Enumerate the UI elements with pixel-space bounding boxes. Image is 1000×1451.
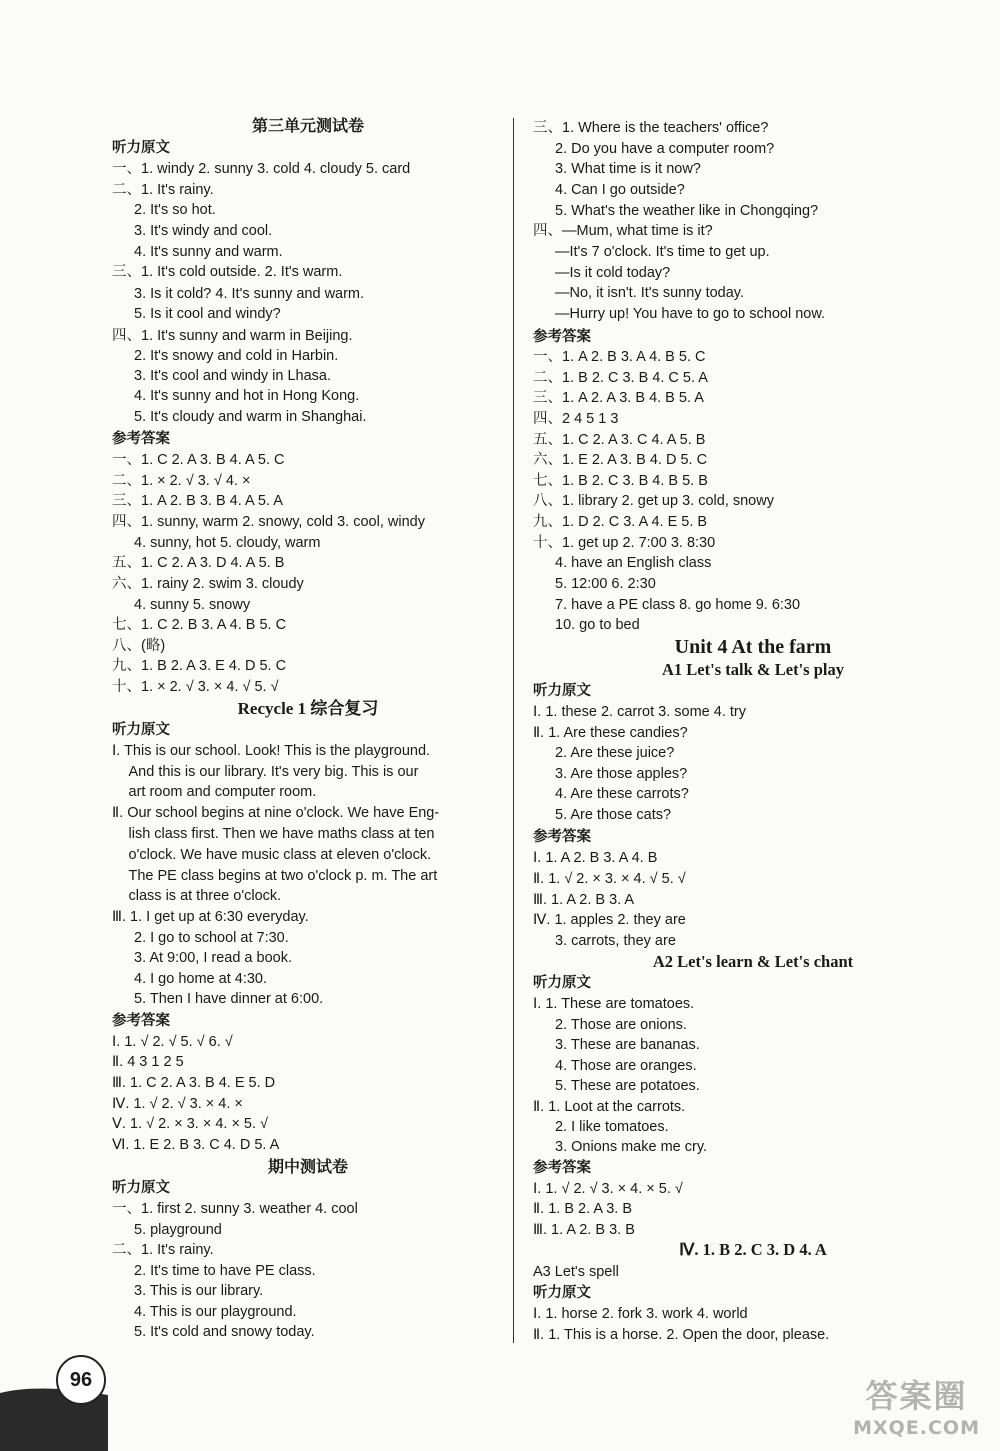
text-line: 4. Are these carrots? bbox=[555, 786, 689, 802]
text-line: 5. playground bbox=[134, 1222, 222, 1238]
section-heading: 听力原文 bbox=[533, 975, 591, 991]
text-line: The PE class begins at two o'clock p. m. The art bbox=[128, 868, 438, 884]
text-line: 4. It's sunny and warm. bbox=[134, 244, 283, 260]
text-line: Ⅰ. 1. These are tomatoes. bbox=[533, 996, 695, 1012]
text-line: lish class first. Then we have maths class at ten bbox=[128, 826, 435, 842]
section-title: 期中测试卷 bbox=[267, 1157, 348, 1176]
text-line: 10. go to bed bbox=[555, 617, 640, 633]
text-line: Ⅰ. 1. √ 2. √ 3. × 4. × 5. √ bbox=[533, 1181, 683, 1197]
text-line: 3. At 9:00, I read a book. bbox=[134, 950, 292, 966]
text-line: 4. sunny 5. snowy bbox=[134, 597, 251, 613]
text-line: Ⅵ. 1. E 2. B 3. C 4. D 5. A bbox=[112, 1137, 280, 1153]
text-line: 二、1. It's rainy. bbox=[112, 182, 214, 198]
text-line: Ⅰ. 1. horse 2. fork 3. work 4. world bbox=[533, 1306, 748, 1322]
text-line: A3 Let's spell bbox=[533, 1264, 619, 1280]
page-number: 96 bbox=[56, 1355, 106, 1405]
section-heading: 参考答案 bbox=[112, 1013, 170, 1029]
text-line: 一、1. C 2. A 3. B 4. A 5. C bbox=[112, 452, 285, 468]
text-line: 二、1. × 2. √ 3. √ 4. × bbox=[112, 473, 251, 489]
watermark-url: MXQE.COM bbox=[853, 1417, 980, 1439]
text-line: 二、1. It's rainy. bbox=[112, 1242, 214, 1258]
text-line: 四、2 4 5 1 3 bbox=[533, 411, 619, 427]
text-line: 四、1. sunny, warm 2. snowy, cold 3. cool, windy bbox=[112, 514, 425, 530]
text-line: Ⅰ. 1. A 2. B 3. A 4. B bbox=[533, 850, 658, 866]
text-line: 十、1. get up 2. 7:00 3. 8:30 bbox=[533, 535, 716, 551]
text-line: 2. It's so hot. bbox=[134, 202, 216, 218]
text-line: 2. I go to school at 7:30. bbox=[134, 930, 289, 946]
section-heading: 听力原文 bbox=[112, 140, 170, 156]
section-title: A2 Let's learn & Let's chant bbox=[652, 952, 854, 971]
text-line: Ⅰ. 1. these 2. carrot 3. some 4. try bbox=[533, 704, 747, 720]
text-line: class is at three o'clock. bbox=[128, 888, 282, 904]
text-line: Ⅴ. 1. √ 2. × 3. × 4. × 5. √ bbox=[112, 1116, 269, 1132]
text-line: 4. Can I go outside? bbox=[555, 182, 685, 198]
text-line: 4. have an English class bbox=[555, 555, 712, 571]
section-title: Recycle 1 综合复习 bbox=[237, 699, 379, 718]
watermark bbox=[853, 1371, 980, 1439]
text-line: 2. Those are onions. bbox=[555, 1017, 687, 1033]
text-line: 三、1. It's cold outside. 2. It's warm. bbox=[112, 264, 343, 280]
text-line: 2. Do you have a computer room? bbox=[555, 141, 775, 157]
text-line: 六、1. rainy 2. swim 3. cloudy bbox=[112, 576, 304, 592]
text-line: Ⅲ. 1. A 2. B 3. B bbox=[533, 1222, 635, 1238]
text-line: o'clock. We have music class at eleven o'clock. bbox=[128, 847, 432, 863]
text-line: 一、1. windy 2. sunny 3. cold 4. cloudy 5. card bbox=[112, 161, 411, 177]
text-line: 4. It's sunny and hot in Hong Kong. bbox=[134, 388, 360, 404]
text-line: 5. Is it cool and windy? bbox=[134, 306, 281, 322]
section-heading: 听力原文 bbox=[112, 1180, 170, 1196]
text-line: 九、1. D 2. C 3. A 4. E 5. B bbox=[533, 514, 708, 530]
section-heading: 听力原文 bbox=[112, 722, 170, 738]
section-title: Ⅳ. 1. B 2. C 3. D 4. A bbox=[679, 1240, 827, 1259]
text-line: 4. sunny, hot 5. cloudy, warm bbox=[134, 535, 321, 551]
text-line: 3. This is our library. bbox=[134, 1283, 264, 1299]
text-line: 四、1. It's sunny and warm in Beijing. bbox=[112, 328, 353, 344]
text-line: 一、1. first 2. sunny 3. weather 4. cool bbox=[112, 1201, 358, 1217]
text-line: Ⅲ. 1. C 2. A 3. B 4. E 5. D bbox=[112, 1075, 276, 1091]
text-line: Ⅱ. 1. B 2. A 3. B bbox=[533, 1201, 633, 1217]
column-divider bbox=[513, 118, 514, 1343]
text-line: Ⅰ. This is our school. Look! This is the playground. bbox=[112, 743, 431, 759]
section-title: Unit 4 At the farm bbox=[674, 636, 832, 658]
text-line: Ⅳ. 1. √ 2. √ 3. × 4. × bbox=[112, 1096, 243, 1112]
text-line: 3. Onions make me cry. bbox=[555, 1139, 708, 1155]
text-line: 5. These are potatoes. bbox=[555, 1078, 700, 1094]
text-line: 三、1. Where is the teachers' office? bbox=[533, 120, 769, 136]
text-line: Ⅱ. Our school begins at nine o'clock. We have Eng- bbox=[112, 805, 440, 821]
text-line: 3. Are those apples? bbox=[555, 766, 688, 782]
section-heading: 参考答案 bbox=[533, 1160, 591, 1176]
text-line: Ⅳ. 1. apples 2. they are bbox=[533, 912, 686, 928]
section-heading: 听力原文 bbox=[533, 1285, 591, 1301]
text-line: Ⅲ. 1. A 2. B 3. A bbox=[533, 892, 635, 908]
text-line: 九、1. B 2. A 3. E 4. D 5. C bbox=[112, 658, 287, 674]
text-line: 2. It's snowy and cold in Harbin. bbox=[134, 348, 339, 364]
text-line: 4. Those are oranges. bbox=[555, 1058, 697, 1074]
text-line: —It's 7 o'clock. It's time to get up. bbox=[555, 244, 770, 260]
text-line: 八、(略) bbox=[112, 638, 166, 654]
section-title: 第三单元测试卷 bbox=[251, 116, 364, 135]
text-line: 七、1. B 2. C 3. B 4. B 5. B bbox=[533, 473, 708, 489]
text-line: 六、1. E 2. A 3. B 4. D 5. C bbox=[533, 452, 708, 468]
text-line: 5. Then I have dinner at 6:00. bbox=[134, 991, 324, 1007]
text-line: 八、1. library 2. get up 3. cold, snowy bbox=[533, 493, 774, 509]
text-line: 2. Are these juice? bbox=[555, 745, 675, 761]
text-line: 5. 12:00 6. 2:30 bbox=[555, 576, 656, 592]
section-heading: 听力原文 bbox=[533, 683, 591, 699]
section-heading: 参考答案 bbox=[533, 829, 591, 845]
text-line: 七、1. C 2. B 3. A 4. B 5. C bbox=[112, 617, 287, 633]
text-line: 五、1. C 2. A 3. C 4. A 5. B bbox=[533, 432, 706, 448]
text-line: 5. Are those cats? bbox=[555, 807, 672, 823]
text-line: 4. This is our playground. bbox=[134, 1304, 297, 1320]
text-line: 四、—Mum, what time is it? bbox=[533, 223, 713, 239]
text-line: 五、1. C 2. A 3. D 4. A 5. B bbox=[112, 555, 285, 571]
section-heading: 参考答案 bbox=[533, 329, 591, 345]
watermark-logo-text: 答案圈 bbox=[865, 1377, 968, 1415]
text-line: 3. These are bananas. bbox=[555, 1037, 700, 1053]
text-line: Ⅱ. 1. √ 2. × 3. × 4. √ 5. √ bbox=[533, 871, 686, 887]
text-line: 3. Is it cold? 4. It's sunny and warm. bbox=[134, 286, 365, 302]
text-line: —Is it cold today? bbox=[555, 265, 671, 281]
text-line: Ⅲ. 1. I get up at 6:30 everyday. bbox=[112, 909, 309, 925]
text-line: 3. carrots, they are bbox=[555, 933, 676, 949]
text-line: 一、1. A 2. B 3. A 4. B 5. C bbox=[533, 349, 706, 365]
text-line: Ⅱ. 4 3 1 2 5 bbox=[112, 1054, 184, 1070]
text-line: And this is our library. It's very big. This is our bbox=[128, 764, 419, 780]
text-line: 三、1. A 2. A 3. B 4. B 5. A bbox=[533, 390, 704, 406]
text-line: 3. It's windy and cool. bbox=[134, 223, 273, 239]
text-line: 二、1. B 2. C 3. B 4. C 5. A bbox=[533, 370, 708, 386]
text-line: Ⅱ. 1. This is a horse. 2. Open the door, please. bbox=[533, 1327, 830, 1343]
text-line: 十、1. × 2. √ 3. × 4. √ 5. √ bbox=[112, 679, 279, 695]
text-line: —Hurry up! You have to go to school now. bbox=[555, 306, 826, 322]
text-line: 4. I go home at 4:30. bbox=[134, 971, 268, 987]
text-line: 5. It's cold and snowy today. bbox=[134, 1324, 315, 1340]
text-line: 3. It's cool and windy in Lhasa. bbox=[134, 368, 332, 384]
text-line: 3. What time is it now? bbox=[555, 161, 701, 177]
text-line: 5. What's the weather like in Chongqing? bbox=[555, 203, 819, 219]
text-line: Ⅰ. 1. √ 2. √ 5. √ 6. √ bbox=[112, 1034, 233, 1050]
section-heading: 参考答案 bbox=[112, 431, 170, 447]
text-line: 7. have a PE class 8. go home 9. 6:30 bbox=[555, 597, 801, 613]
text-line: Ⅱ. 1. Are these candies? bbox=[533, 725, 688, 741]
text-line: 5. It's cloudy and warm in Shanghai. bbox=[134, 409, 367, 425]
text-line: 2. I like tomatoes. bbox=[555, 1119, 669, 1135]
section-title: A1 Let's talk & Let's play bbox=[662, 660, 844, 679]
text-line: Ⅱ. 1. Loot at the carrots. bbox=[533, 1099, 686, 1115]
text-line: —No, it isn't. It's sunny today. bbox=[555, 285, 745, 301]
text-line: 2. It's time to have PE class. bbox=[134, 1263, 316, 1279]
text-line: art room and computer room. bbox=[128, 784, 317, 800]
text-line: 三、1. A 2. B 3. B 4. A 5. A bbox=[112, 493, 283, 509]
